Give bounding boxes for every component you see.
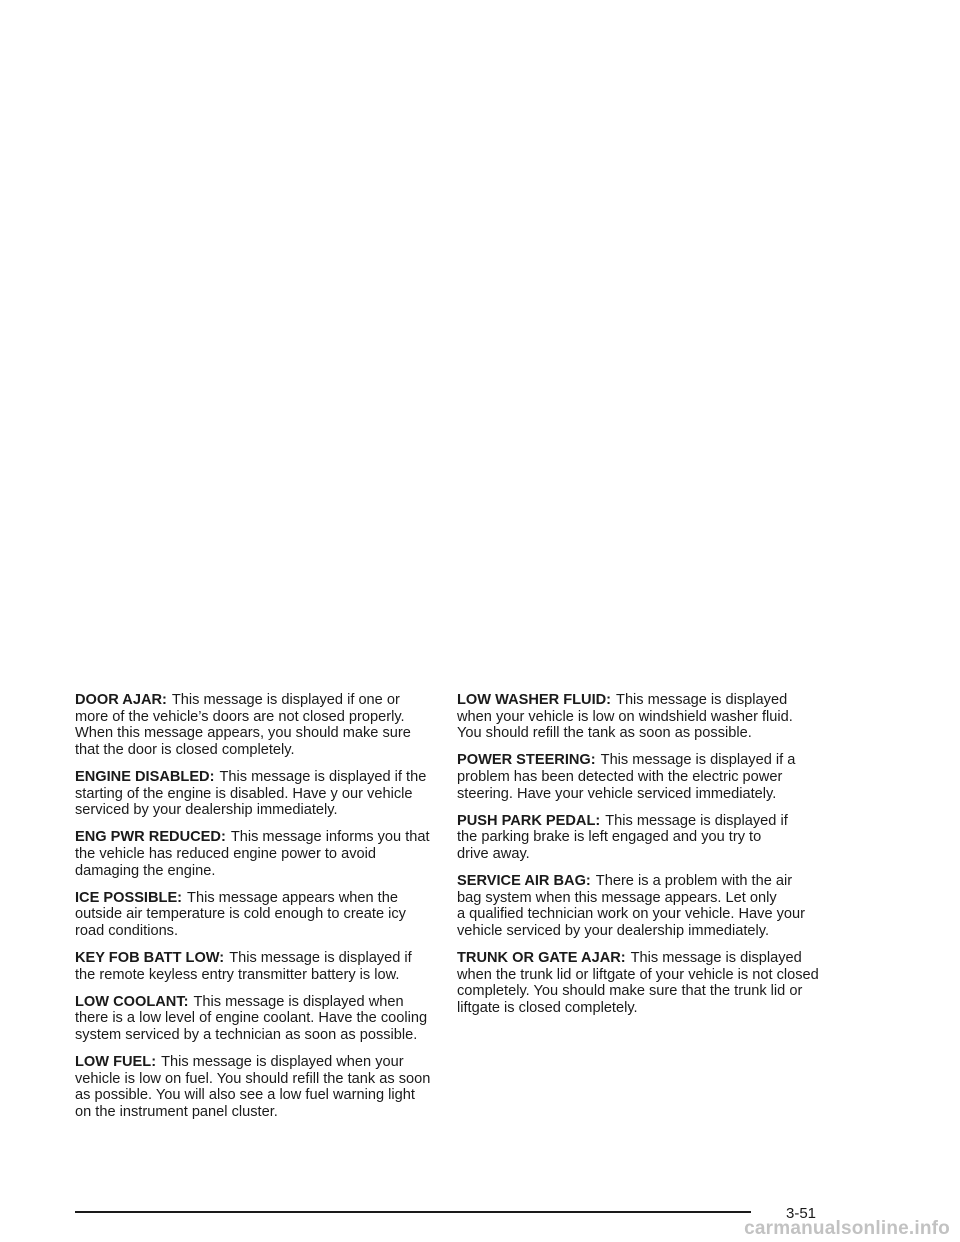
message-text-line: starting of the engine is disabled. Have y our vehicle xyxy=(75,785,413,802)
message-entry xyxy=(75,994,451,1044)
message-text-line: a qualified technician work on your vehicle. Have your xyxy=(457,906,806,923)
message-term: PUSH PARK PEDAL: xyxy=(457,812,601,829)
message-text-line: This message is displayed if one or xyxy=(171,692,400,708)
message-text-line: This message is displayed when xyxy=(193,993,404,1010)
watermark: carmanualsonline.info xyxy=(744,1218,950,1239)
message-text-line: vehicle is low on fuel. You should refill the tank as soon xyxy=(75,1070,431,1087)
message-text-line: system serviced by a technician as soon as possible. xyxy=(75,1027,418,1044)
message-text-line: liftgate is closed completely. xyxy=(457,999,638,1016)
message-text-line: completely. You should make sure that the trunk lid or xyxy=(457,983,803,1000)
message-text-line: the vehicle has reduced engine power to avoid xyxy=(75,845,376,862)
message-text-line: serviced by your dealership immediately. xyxy=(75,802,338,819)
message-text-line: This message is displayed when your xyxy=(161,1054,404,1071)
message-text-line: bag system when this message appears. Let only xyxy=(457,889,777,906)
message-entry xyxy=(457,950,833,1016)
message-term: POWER STEERING: xyxy=(457,752,596,769)
message-text-line: This message is displayed if a xyxy=(600,752,796,769)
footer-rule xyxy=(75,1211,751,1213)
message-text-line: vehicle serviced by your dealership immediately. xyxy=(457,922,770,939)
message-text-line: on the instrument panel cluster. xyxy=(75,1104,278,1121)
message-term: ENG PWR REDUCED: xyxy=(75,829,226,846)
message-text-line: there is a low level of engine coolant. Have the cooling xyxy=(75,1010,428,1027)
message-entry xyxy=(457,873,833,939)
message-text-line: the remote keyless entry transmitter battery is low. xyxy=(75,966,400,983)
message-entry xyxy=(457,813,833,863)
message-term: TRUNK OR GATE AJAR: xyxy=(457,950,626,967)
message-text-line: damaging the engine. xyxy=(75,862,216,879)
message-text-line: the parking brake is left engaged and you try to xyxy=(457,829,762,846)
message-text-line: steering. Have your vehicle serviced immediately. xyxy=(457,785,777,802)
message-term: LOW COOLANT: xyxy=(75,993,189,1010)
message-text-line: This message is displayed if xyxy=(605,812,788,829)
message-text-line: There is a problem with the air xyxy=(595,873,793,890)
message-entry xyxy=(75,769,451,819)
message-text-line: problem has been detected with the electric power xyxy=(457,768,783,785)
message-term: ENGINE DISABLED: xyxy=(75,768,215,785)
left-column xyxy=(75,692,451,1131)
message-text-line: that the door is closed completely. xyxy=(75,741,295,758)
message-text-line: This message is displayed if xyxy=(229,950,412,967)
message-term: KEY FOB BATT LOW: xyxy=(75,950,225,967)
message-entry xyxy=(457,752,833,802)
message-text-line: road conditions. xyxy=(75,922,179,939)
message-text-line: This message is displayed if the xyxy=(219,768,427,785)
message-text-line: This message informs you that xyxy=(230,829,430,846)
right-column xyxy=(457,692,833,1027)
message-text-line: This message is displayed xyxy=(630,950,802,967)
message-text-line: as possible. You will also see a low fuel warning light xyxy=(75,1087,415,1104)
message-entry xyxy=(457,692,833,742)
message-text-line: more of the vehicle’s doors are not closed properly. xyxy=(75,708,405,725)
message-text-line: outside air temperature is cold enough to create icy xyxy=(75,906,406,923)
message-text-line: When this message appears, you should make sure xyxy=(75,725,411,742)
message-text-line: when your vehicle is low on windshield washer fluid. xyxy=(457,708,793,725)
message-text-line: when the trunk lid or liftgate of your vehicle is not closed xyxy=(457,966,819,983)
message-text-line: You should refill the tank as soon as possible. xyxy=(457,725,752,742)
message-text-line: This message appears when the xyxy=(187,889,398,906)
message-term: DOOR AJAR: xyxy=(75,692,167,708)
message-text-line: This message is displayed xyxy=(616,692,788,708)
message-term: SERVICE AIR BAG: xyxy=(457,873,591,890)
message-term: LOW WASHER FLUID: xyxy=(457,692,612,708)
message-entry xyxy=(75,829,451,879)
page-number: 3-51 xyxy=(786,1205,817,1222)
message-entry xyxy=(75,692,451,758)
message-entry xyxy=(75,950,451,983)
message-entry xyxy=(75,1054,451,1120)
message-term: ICE POSSIBLE: xyxy=(75,889,183,906)
message-text-line: drive away. xyxy=(457,845,530,862)
message-term: LOW FUEL: xyxy=(75,1054,157,1071)
message-entry xyxy=(75,890,451,940)
